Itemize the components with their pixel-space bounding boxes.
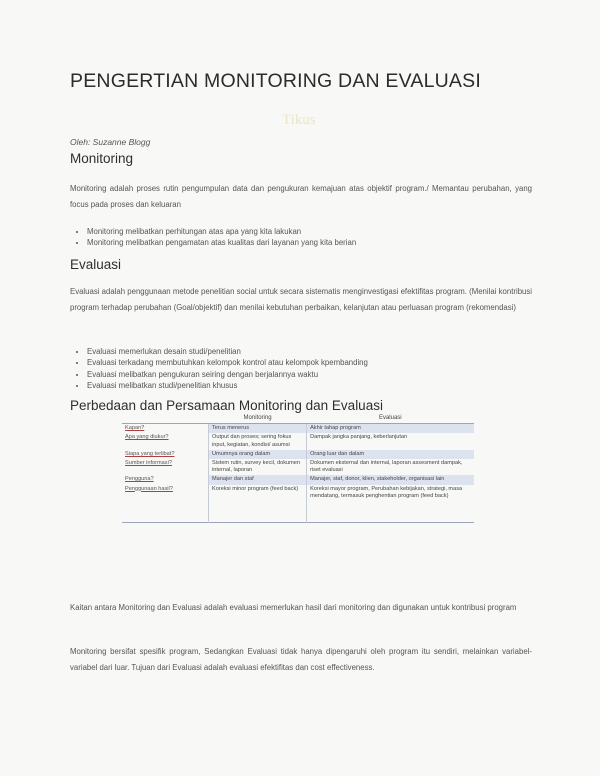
list-item: • Monitoring melibatkan pengamatan atas kualitas dari layanan yang kita berian [87, 237, 527, 248]
table-cell-question: Sumber informasi? [125, 460, 172, 467]
table-header-cell: Evaluasi [307, 414, 474, 424]
table-cell-evaluasi: Koreksi mayor program, Perubahan kebijakan, strategi, masa mendatang, termasuk penghentian program (feed back) [307, 485, 474, 523]
page-title: PENGERTIAN MONITORING DAN EVALUASI [70, 70, 481, 92]
watermark: Tikus [282, 112, 316, 128]
table-cell-monitoring: Output dan proses; sering fokus input, kegiatan, kondisi/ asumsi [209, 433, 307, 449]
table-cell-evaluasi: Dampak jangka panjang, keberlanjutan [307, 433, 474, 449]
list-item: • Evaluasi terkadang membutuhkan kelompok kontrol atau kelompok kpembanding [87, 357, 527, 368]
evaluasi-heading: Evaluasi [70, 257, 122, 272]
table-cell-question: Apa yang diukur? [125, 434, 169, 441]
table-cell-evaluasi: Manajer, staf, donor, klien, stakeholder, organisasi lain [307, 475, 474, 484]
table-row [122, 424, 474, 434]
table-header-cell: Monitoring [209, 414, 307, 424]
table-cell-monitoring: Koreksi minor program (feed back) [209, 485, 307, 523]
table-cell-monitoring: Manajer dan staf [209, 475, 307, 484]
comparison-heading: Perbedaan dan Persamaan Monitoring dan Evaluasi [70, 398, 383, 413]
table-cell-monitoring: Terus menerus [209, 424, 307, 434]
table-row [122, 433, 474, 449]
table-row [122, 459, 474, 475]
author-byline: Oleh: Suzanne Blogg [70, 137, 151, 147]
closing-paragraph-2: Monitoring bersifat spesifik program, Sedangkan Evaluasi tidak hanya dipengaruhi oleh program itu sendiri, melainkan variabel-variabel dari luar. Tujuan dari Evaluasi adalah evaluasi efektifitas dan cost effectiveness. [70, 647, 532, 672]
list-item: • Evaluasi memerlukan desain studi/penelitian [87, 346, 527, 357]
monitoring-paragraph: Monitoring adalah proses rutin pengumpulan data dan pengukuran kemajuan atas objektif program./ Memantau perubahan, yang focus pada proses dan keluaran [70, 184, 532, 209]
table-cell-evaluasi: Dokumen eksternal dan internal, laporan assesment dampak, riset evaluasi [307, 459, 474, 475]
evaluasi-bullet-list [70, 346, 527, 392]
table-cell-question: Kapan? [125, 425, 145, 432]
monitoring-bullet-list [70, 226, 527, 249]
table-cell-question: Siapa yang terlibat? [125, 450, 175, 457]
list-item: • Monitoring melibatkan perhitungan atas apa yang kita lakukan [87, 226, 527, 237]
table-row [122, 485, 474, 523]
table-cell-monitoring: Umumnya orang dalam [209, 450, 307, 459]
table-row [122, 475, 474, 484]
closing-paragraph-1: Kaitan antara Monitoring dan Evaluasi adalah evaluasi memerlukan hasil dari monitoring dan digunakan untuk kontribusi program [70, 603, 517, 612]
table-cell-evaluasi: Orang luar dan dalam [307, 450, 474, 459]
comparison-table [122, 414, 474, 523]
monitoring-heading: Monitoring [70, 151, 134, 166]
table-cell-question: Pengguna? [125, 476, 154, 483]
table-cell-evaluasi: Akhir tahap program [307, 424, 474, 434]
list-item: • Evaluasi melibatkan pengukuran seiring dengan berjalannya waktu [87, 369, 527, 380]
list-item: • Evaluasi melibatkan studi/penelitian khusus [87, 380, 527, 391]
table-header-row [122, 414, 474, 424]
table-header-cell [122, 414, 209, 424]
table-row [122, 450, 474, 459]
table-cell-monitoring: Sistem rutin, survey kecil, dokumen internal, laporan [209, 459, 307, 475]
table-cell-question: Penggunaan hasil? [125, 485, 173, 492]
evaluasi-paragraph: Evaluasi adalah penggunaan metode penelitian social untuk secara sistematis menginvestigasi efektifitas program. (Menilai kontribusi program terhadap perubahan (Goal/objektif) dan menilai kebutuhan perbaikan, kelanjutan atau perluasan program (rekomendasi) [70, 287, 532, 312]
